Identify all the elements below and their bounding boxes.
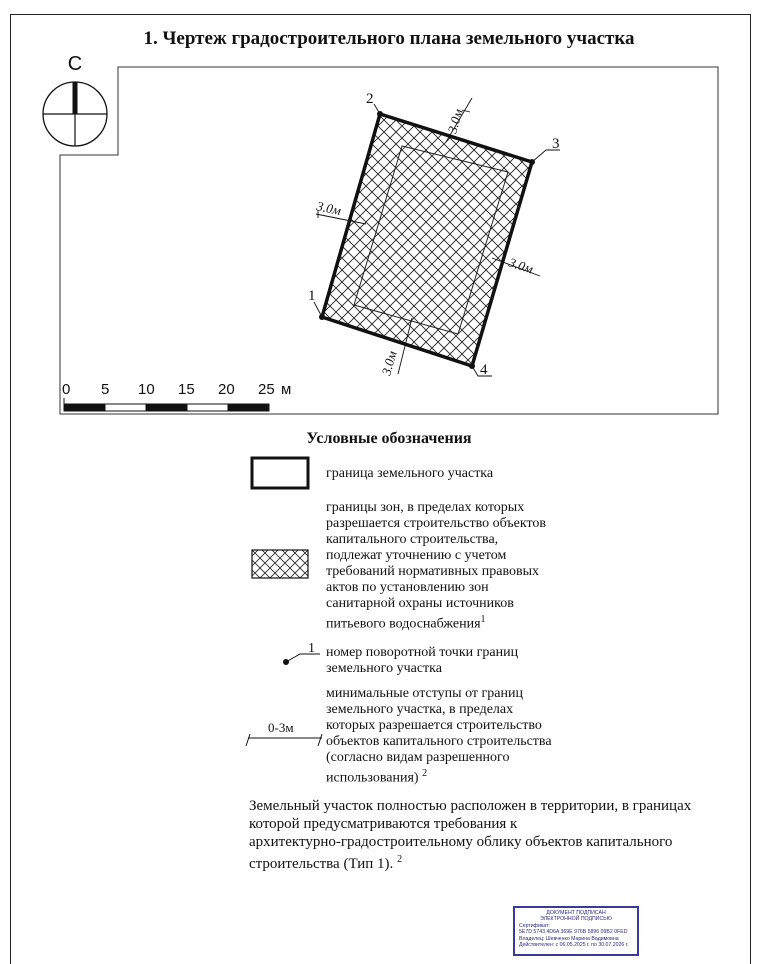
- legend-zone-symbol: [250, 548, 310, 582]
- legend-setback-line: которых разрешается строительство: [326, 718, 542, 733]
- stamp-header: ЭЛЕКТРОННОЙ ПОДПИСЬЮ: [540, 916, 612, 923]
- note-line: строительства (Тип 1).: [249, 856, 394, 872]
- point-label-4: 4: [480, 362, 488, 378]
- legend-setback-line: земельного участка, в пределах: [326, 702, 514, 717]
- legend-point-symbol: [278, 640, 328, 670]
- stamp-owner: Владелец: Шевченко Марина Вадимовна: [519, 935, 619, 942]
- stamp-header: ДОКУМЕНТ ПОДПИСАН: [546, 910, 606, 916]
- scale-tick-5: 5: [101, 381, 110, 398]
- legend-setback-line: (согласно видам разрешенного: [326, 750, 510, 765]
- legend-setback-line: объектов капитального строительства: [326, 734, 552, 749]
- legend-setback-symbol: [244, 718, 326, 752]
- note-line: которой предусматриваются требования к: [249, 816, 518, 832]
- scale-tick-0: 0: [62, 381, 71, 398]
- point-label-2: 2: [366, 91, 374, 107]
- legend-setback-sample-label: 0-3м: [268, 720, 294, 735]
- footnote-ref: 1: [480, 614, 486, 625]
- legend-setback-line: минимальные отступы от границ: [326, 686, 523, 701]
- legend-boundary-text: граница земельного участка: [326, 466, 494, 481]
- page-title: 1. Чертеж градостроительного плана земельного участка: [143, 28, 635, 49]
- note-line: архитектурно-градостроительному облику объектов капитального: [249, 834, 673, 850]
- scale-tick-20: 20: [218, 381, 235, 398]
- legend-zone-line: санитарной охраны источников: [326, 596, 514, 611]
- north-label: С: [67, 53, 83, 75]
- setback-label-right: 3.0м: [507, 254, 536, 277]
- stamp-validity: Действителен: с 06.05.2025 г. по 30.07.2026 г.: [519, 942, 629, 949]
- legend-point-line: номер поворотной точки границ: [326, 645, 519, 660]
- setback-label-left: 3.0м: [315, 198, 343, 219]
- footnote-ref: 2: [422, 768, 428, 779]
- scale-tick-10: 10: [138, 381, 155, 398]
- legend-setback-line: использования): [326, 770, 419, 786]
- scale-unit: м: [281, 381, 292, 398]
- footnote-ref: 2: [397, 854, 403, 865]
- scale-tick-15: 15: [178, 381, 195, 398]
- legend-zone-line: капитального строительства,: [326, 532, 499, 547]
- setback-label-bottom: 3.0м: [378, 349, 400, 377]
- legend-zone-line: разрешается строительство объектов: [326, 516, 547, 531]
- legend-zone-line: актов по установлению зон: [326, 580, 489, 595]
- point-label-1: 1: [308, 288, 316, 304]
- legend-zone-line: питьевого водоснабжения: [326, 616, 481, 632]
- legend-zone-text: [326, 500, 546, 633]
- legend-title: Условные обозначения: [306, 430, 472, 447]
- legend-point-text: [326, 645, 518, 677]
- electronic-signature-stamp: [513, 906, 639, 956]
- legend-zone-line: границы зон, в пределах которых: [326, 500, 525, 515]
- setback-label-top: 3.0м: [444, 107, 466, 135]
- note-line: Земельный участок полностью расположен в территории, в границах: [249, 798, 692, 814]
- legend-point-sample-label: 1: [308, 641, 315, 656]
- legend-boundary-symbol: [250, 456, 310, 490]
- stamp-certificate-label: Сертификат:: [519, 922, 550, 929]
- territory-note: [249, 797, 719, 873]
- scale-bar: [62, 381, 291, 411]
- point-label-3: 3: [552, 136, 560, 152]
- legend-zone-line: подлежат уточнению с учетом: [326, 548, 507, 563]
- legend-point-line: земельного участка: [326, 661, 442, 676]
- legend-zone-line: требований нормативных правовых: [326, 564, 539, 579]
- stamp-certificate: 5E7D 5743 4D6A 369E 976B 5896 09B2 0FED: [519, 929, 628, 936]
- legend-setback-text: [326, 686, 552, 787]
- scale-tick-25: 25: [258, 381, 275, 398]
